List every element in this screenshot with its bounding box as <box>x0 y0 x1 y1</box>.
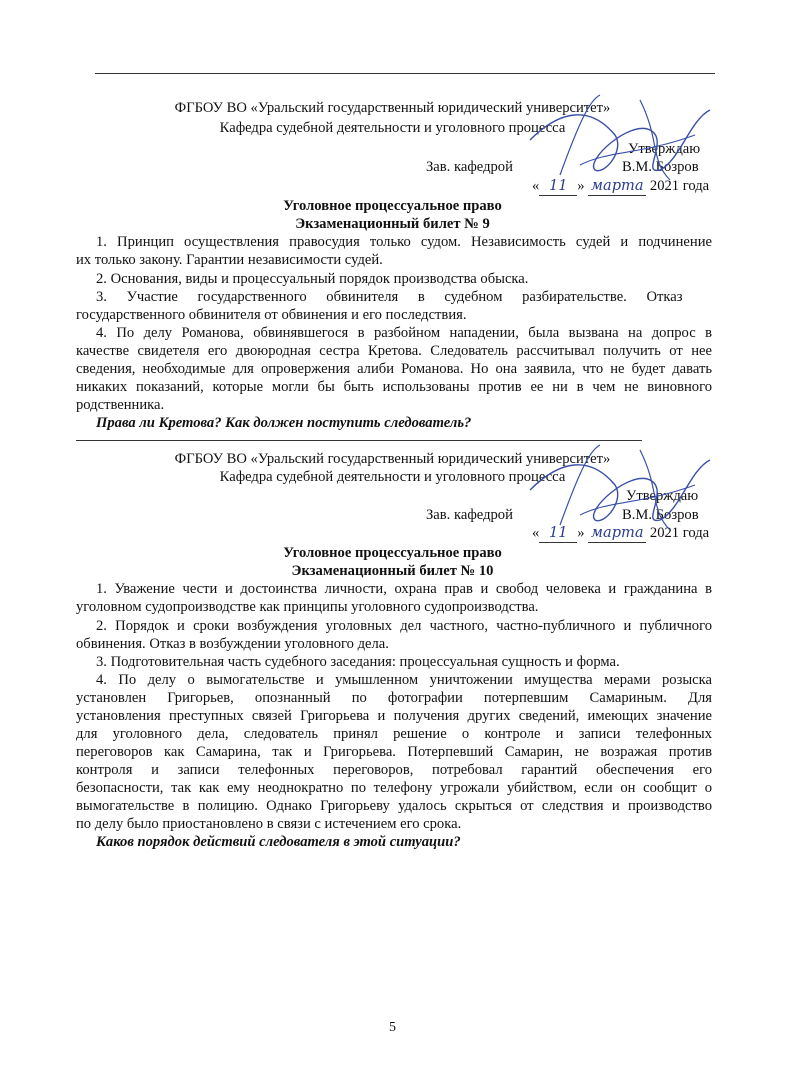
signature-scribble <box>520 80 720 190</box>
approve-label: Утверждаю <box>628 141 701 157</box>
subject-title: Уголовное процессуальное право <box>283 198 502 214</box>
ticket-line: установлен Григорьев, опознанный по фотографии потерпевшим Самариным. Для <box>76 690 712 706</box>
signature-scribble <box>520 430 720 540</box>
date-year: 2021 года <box>649 525 710 541</box>
ticket-question: Права ли Кретова? Как должен поступить следователь? <box>96 415 472 431</box>
subject-title: Уголовное процессуальное право <box>283 545 502 561</box>
top-rule <box>95 73 715 74</box>
university-name: ФГБОУ ВО «Уральский государственный юридический университет» <box>174 100 611 116</box>
head-label: Зав. кафедрой <box>426 507 513 523</box>
department-name: Кафедра судебной деятельности и уголовного процесса <box>219 469 566 485</box>
ticket-line: для уголовного дела, следователь принял решение о контроле и записи телефонных <box>76 726 712 742</box>
ticket-line: 4. По делу о вымогательстве и умышленном уничтожении имущества мерами розыска <box>96 672 712 688</box>
ticket-question: Каков порядок действий следователя в этой ситуации? <box>96 834 461 850</box>
date-month: марта <box>588 524 646 543</box>
ticket-line: уголовном судопроизводстве как принципы уголовного судопроизводства. <box>76 599 539 615</box>
ticket-line: 1. Уважение чести и достоинства личности, охрана прав и свобод человека и гражданина в <box>96 581 712 597</box>
head-name: В.М. Бозров <box>622 159 699 175</box>
approve-label: Утверждаю <box>626 488 699 504</box>
ticket-line: установления преступных связей Григорьева и получения других сведений, имеющих значение <box>76 708 712 724</box>
ticket-line: вымогательстве в полицию. Однако Григорьеву удалось скрыться от следствия и производство <box>76 798 712 814</box>
ticket-title: Экзаменационный билет № 9 <box>295 216 490 232</box>
ticket-line: их только закону. Гарантии независимости судей. <box>76 252 383 268</box>
head-name: В.М. Бозров <box>622 507 699 523</box>
ticket-line: 2. Основания, виды и процессуальный порядок производства обыска. <box>96 271 529 287</box>
ticket-line: обвинения. Отказ в возбуждении уголовного дела. <box>76 636 389 652</box>
date-day: 11 <box>539 177 577 196</box>
ticket-line: никаких показаний, которые могли бы быть использованы против ее ни в чем не виновного <box>76 379 712 395</box>
date-day: 11 <box>539 524 577 543</box>
ticket-line: по делу было приостановлено в связи с истечением его срока. <box>76 816 462 832</box>
ticket-line: 1. Принцип осуществления правосудия только судом. Независимость судей и подчинение <box>96 234 712 250</box>
ticket-line: 3. Участие государственного обвинителя в судебном разбирательстве. Отказ <box>96 289 683 305</box>
ticket-line: 2. Порядок и сроки возбуждения уголовных дел частного, частно-публичного и публичного <box>96 618 712 634</box>
department-name: Кафедра судебной деятельности и уголовного процесса <box>219 120 566 136</box>
ticket-line: 3. Подготовительная часть судебного заседания: процессуальная сущность и форма. <box>96 654 620 670</box>
ticket-line: родственника. <box>76 397 165 413</box>
page-number: 5 <box>389 1020 396 1035</box>
head-label: Зав. кафедрой <box>426 159 513 175</box>
date-year: 2021 года <box>649 178 710 194</box>
ticket-line: сведения, необходимые для опровержения алиби Романова. Но она заявила, что не будет давать <box>76 361 712 377</box>
ticket-line: государственного обвинителя от обвинения и его последствия. <box>76 307 467 323</box>
ticket-line: 4. По делу Романова, обвинявшегося в разбойном нападении, была вызвана на допрос в <box>96 325 712 341</box>
approval-date: « 11 » марта 2021 года <box>532 177 710 194</box>
ticket-title: Экзаменационный билет № 10 <box>291 563 494 579</box>
ticket-line: переговоров как Самарина, так и Григорьева. Потерпевший Самарин, не возражая против <box>76 744 712 760</box>
ticket-line: контроля и записи телефонных переговоров, потребовал гарантий обеспечения его <box>76 762 712 778</box>
university-name: ФГБОУ ВО «Уральский государственный юридический университет» <box>174 451 611 467</box>
date-month: марта <box>588 177 646 196</box>
ticket-line: безопасности, так как ему неоднократно по телефону угрожали убийством, если он сообщит о <box>76 780 712 796</box>
ticket-line: качестве свидетеля его двоюродная сестра Кретова. Следователь рассчитывал получить от нее <box>76 343 712 359</box>
approval-date: « 11 » марта 2021 года <box>532 524 710 541</box>
